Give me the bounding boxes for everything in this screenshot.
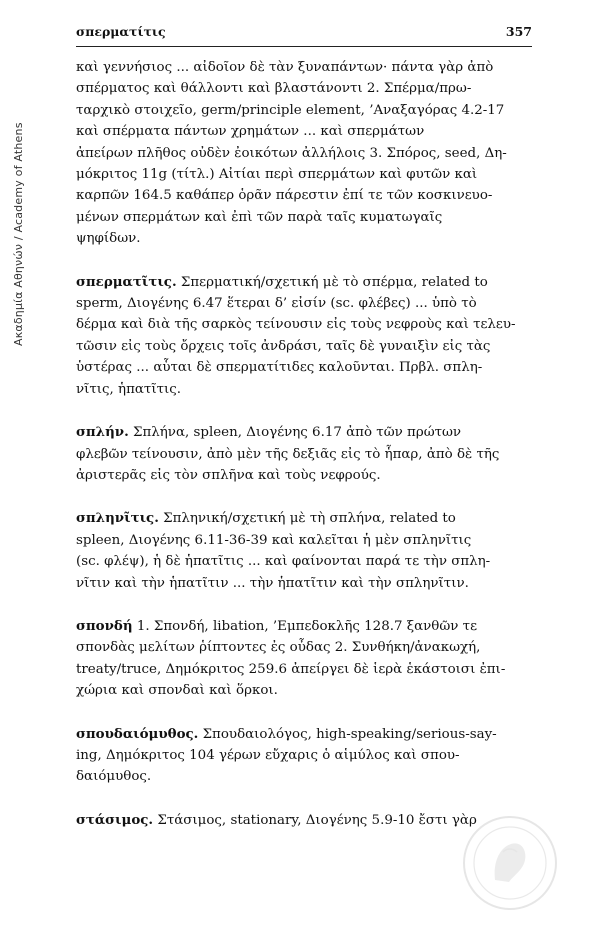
entry-line: Σπλήνα, spleen, Διογένης 6.17 ἀπὸ τῶν πρώτων [133, 425, 462, 441]
entry-line: spleen, Διογένης 6.11-36-39 καὶ καλεῖται ἡ μὲν σπληνῖτις [76, 532, 472, 548]
entry-line: Σπερματική/σχετική μὲ τὸ σπέρμα, related to [180, 274, 488, 290]
running-header [76, 24, 532, 47]
entry-line: ἀπείρων πλῆθος οὐδὲν ἐοικότων ἀλλήλοις 3. Σπόρος, seed, Δη- [76, 145, 507, 161]
entry-line: ing, Δημόκριτος 104 γέρων εὔχαρις ὁ αἱμύλος καὶ σπου- [76, 747, 460, 763]
headword: στάσιμος. [76, 811, 154, 828]
entry-line: ταρχικὸ στοιχεῖο, germ/principle element, ’Αναξαγόρας 4.2-17 [76, 102, 505, 118]
headword: σπερματῖτις. [76, 273, 177, 290]
entry-line: ἀριστερᾶς εἰς τὸν σπλῆνα καὶ τοὺς νεφρούς. [76, 467, 381, 483]
entry-spoudaiomythos [76, 724, 532, 788]
library-watermark: Ακαδημία Αθηνών / Academy of Athens [12, 122, 25, 346]
headword: σπλήν. [76, 424, 129, 441]
entry-spermatitis [76, 272, 532, 400]
entry-splen [76, 422, 532, 486]
entry-line: νῖτιν καὶ τὴν ἡπατῖτιν ... τὴν ἡπατῖτιν καὶ τὴν σπληνῖτιν. [76, 575, 469, 591]
entry-line: σπονδὰς μελίτων ῥίπτοντες ἐς οὖδας 2. Συνθήκη/ἀνακωχή, [76, 640, 481, 656]
headword: σπονδή [76, 617, 133, 634]
entry-line: sperm, Διογένης 6.47 ἕτεραι δ’ εἰσίν (sc. φλέβες) ... ὑπὸ τὸ [76, 296, 477, 312]
entry-line: μένων σπερμάτων καὶ ἐπὶ τῶν παρὰ ταῖς κυματωγαῖς [76, 209, 443, 225]
entry-line: ψηφίδων. [76, 231, 141, 247]
entry-line: treaty/truce, Δημόκριτος 259.6 ἀπείργει δὲ ἱερὰ ἑκάστοισι ἐπι- [76, 661, 506, 677]
page-number: 357 [505, 24, 532, 39]
entry-line: Σπληνική/σχετική μὲ τὴ σπλήνα, related to [163, 511, 456, 527]
entry-line: τῶσιν εἰς τοὺς ὄρχεις τοῖς ἀνδράσι, ταῖς δὲ γυναιξὶν εἰς τὰς [76, 338, 491, 354]
entry-line: Στάσιμος, stationary, Διογένης 5.9-10 ἔστι γὰρ [157, 812, 477, 828]
entry-sponde [76, 616, 532, 702]
entry-line: φλεβῶν τείνουσιν, ἀπὸ μὲν τῆς δεξιᾶς εἰς τὸ ἧπαρ, ἀπὸ δὲ τῆς [76, 446, 500, 462]
entry-line: μόκριτος 11g (τίτλ.) Αἰτίαι περὶ σπερμάτων καὶ φυτῶν καὶ [76, 167, 478, 183]
entry-line: χώρια καὶ σπονδαὶ καὶ ὅρκοι. [76, 683, 278, 699]
entry-splenitis [76, 508, 532, 594]
entry-line: 1. Σπονδή, libation, ’Εμπεδοκλῆς 128.7 ξανθῶν τε [136, 618, 478, 634]
entry-line: δέρμα καὶ διὰ τῆς σαρκὸς τείνουσιν εἰς τοὺς νεφροὺς καὶ τελευ- [76, 317, 516, 333]
entry-line: δαιόμυθος. [76, 769, 152, 785]
entry-line: καρπῶν 164.5 καθάπερ ὁρᾶν πάρεστιν ἐπί τε τῶν κοσκινευο- [76, 188, 493, 204]
dictionary-page [76, 24, 532, 831]
entry-continuation [76, 57, 532, 250]
headword: σπουδαιόμυθος. [76, 725, 199, 742]
entry-line: ὑστέρας ... αὗται δὲ σπερματίτιδες καλοῦνται. Πρβλ. σπλη- [76, 360, 483, 376]
entry-line: (sc. φλέψ), ἡ δὲ ἡπατῖτις ... καὶ φαίνονται παρά τε τὴν σπλη- [76, 554, 491, 570]
entry-line: Σπουδαιολόγος, high-speaking/serious-say- [202, 726, 497, 742]
academy-seal-icon [455, 808, 565, 918]
running-head: σπερματίτις [76, 24, 166, 39]
entry-line: σπέρματος καὶ θάλλοντι καὶ βλαστάνοντι 2. Σπέρμα/πρω- [76, 81, 472, 97]
headword: σπληνῖτις. [76, 510, 159, 527]
entry-line: καὶ γεννήσιος ... αἰδοῖον δὲ τὰν ξυναπάντων· πάντα γὰρ ἀπὸ [76, 60, 494, 75]
entry-line: νῖτις, ἡπατῖτις. [76, 381, 182, 397]
entry-line: καὶ σπέρματα πάντων χρημάτων ... καὶ σπερμάτων [76, 124, 425, 140]
